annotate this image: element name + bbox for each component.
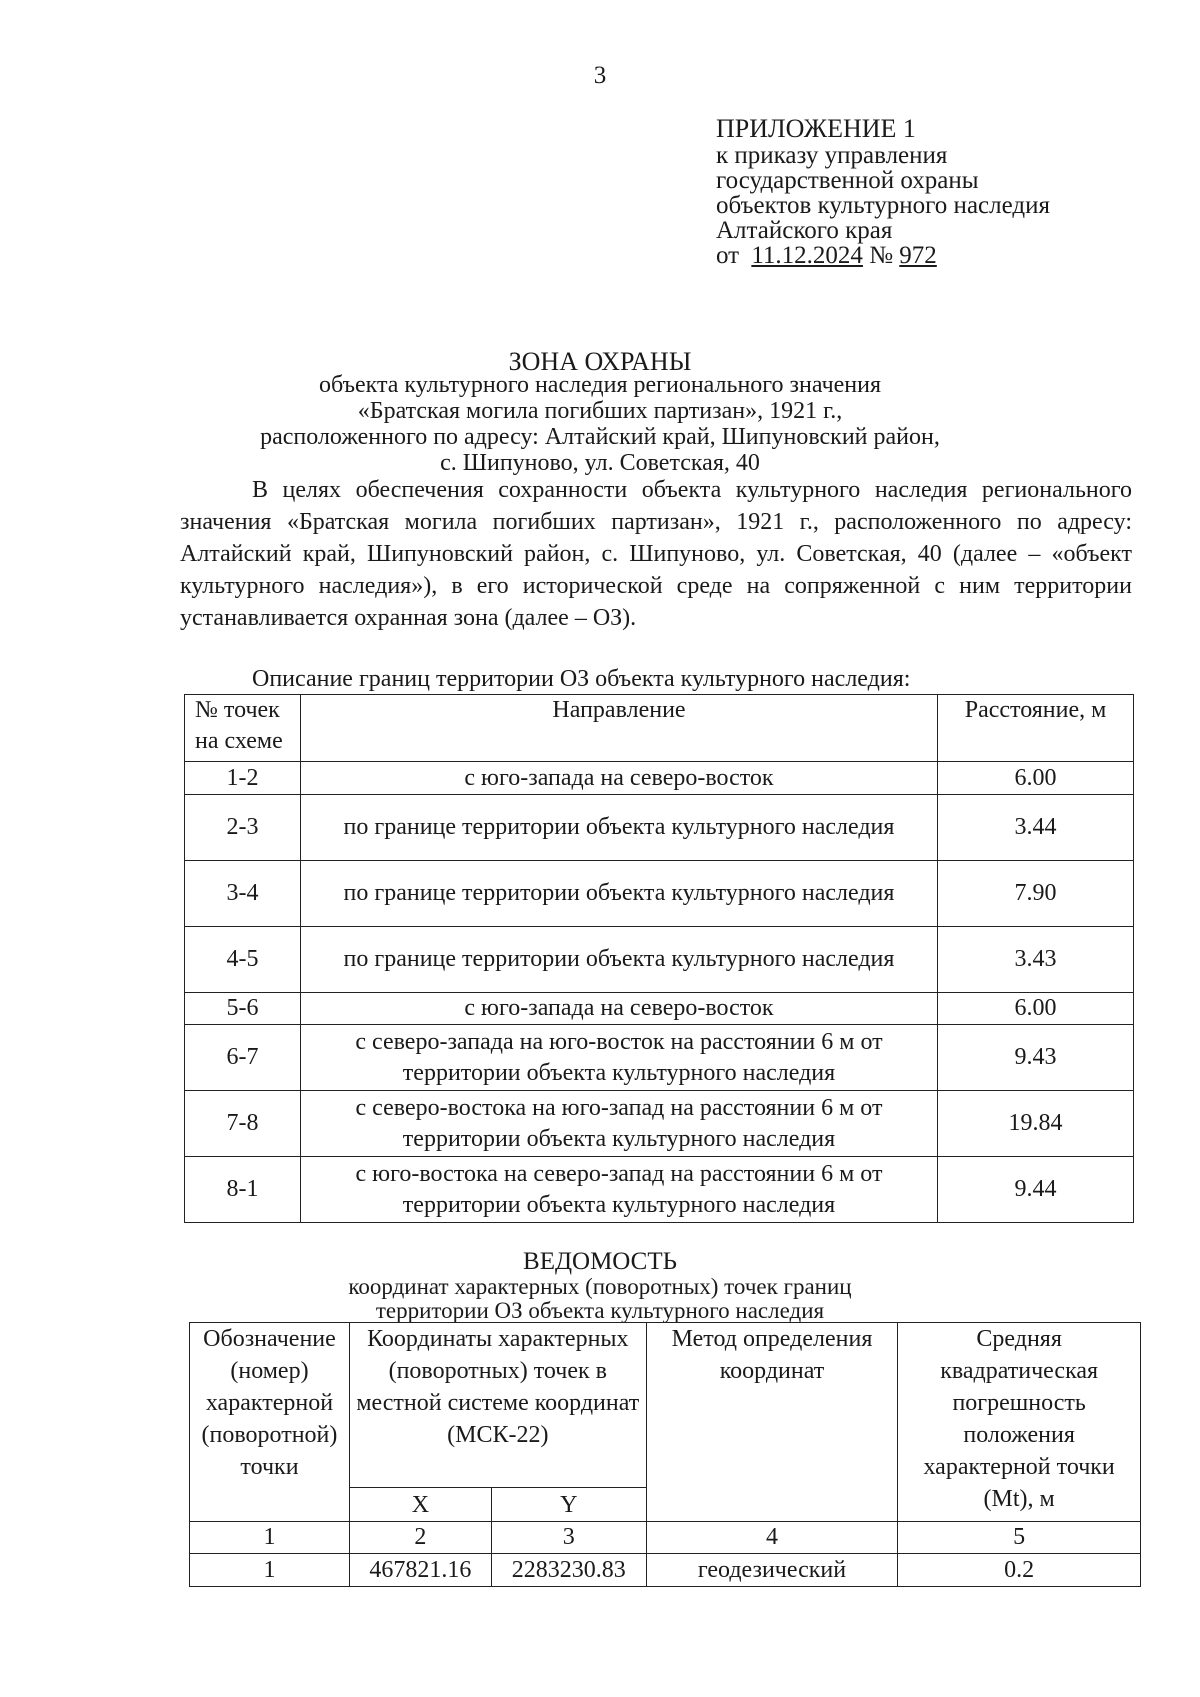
cell-direction: по границе территории объекта культурного наследия [300, 927, 937, 993]
cell-distance: 3.44 [938, 795, 1134, 861]
table-row [185, 1091, 1134, 1157]
cell-distance: 3.43 [938, 927, 1134, 993]
table-row [185, 861, 1134, 927]
statement-subtitle-line: территории ОЗ объекта культурного наследия [375, 1298, 825, 1323]
cell-direction: с юго-запада на северо-восток [300, 993, 937, 1025]
header-error: Средняя квадратическая погрешность положения характерной точки (Mt), м [898, 1323, 1141, 1522]
appendix-line: Алтайского края [716, 217, 893, 244]
appendix-date-line [716, 243, 1050, 268]
cell-distance: 6.00 [938, 762, 1134, 795]
table-row [185, 993, 1134, 1025]
header-designation: Обозначение (номер) характерной (поворотной) точки [190, 1323, 350, 1522]
column-number: 5 [898, 1522, 1141, 1554]
appendix-heading: ПРИЛОЖЕНИЕ 1 [716, 114, 916, 143]
appendix-line: к приказу управления [716, 142, 948, 169]
cell-distance: 9.44 [938, 1157, 1134, 1223]
table-row [185, 1025, 1134, 1091]
number-prefix: № [869, 242, 894, 269]
date-prefix: от [716, 242, 740, 269]
cell-points: 2-3 [185, 795, 301, 861]
order-date: 11.12.2024 [751, 242, 863, 269]
cell-points: 5-6 [185, 993, 301, 1025]
cell-direction: с юго-востока на северо-запад на расстоянии 6 м от территории объекта культурного наследия [300, 1157, 937, 1223]
table-row [185, 762, 1134, 795]
header-points: № точек на схеме [185, 695, 301, 762]
cell-point: 1 [190, 1554, 350, 1587]
column-number: 4 [646, 1522, 898, 1554]
statement-subtitle-line: координат характерных (поворотных) точек границ [348, 1274, 852, 1299]
column-number: 2 [349, 1522, 491, 1554]
cell-distance: 9.43 [938, 1025, 1134, 1091]
zone-subtitle-line: расположенного по адресу: Алтайский край, Шипуновский район, [260, 424, 940, 450]
zone-subtitle [0, 372, 1200, 476]
header-method: Метод определения координат [646, 1323, 898, 1522]
cell-distance: 19.84 [938, 1091, 1134, 1157]
boundary-table-caption: Описание границ территории ОЗ объекта культурного наследия: [252, 666, 911, 692]
appendix-block [716, 116, 1050, 268]
table-header-row [185, 695, 1134, 762]
zone-subtitle-line: с. Шипуново, ул. Советская, 40 [440, 450, 760, 476]
cell-distance: 7.90 [938, 861, 1134, 927]
header-y: Y [491, 1488, 646, 1522]
cell-direction: по границе территории объекта культурного наследия [300, 861, 937, 927]
zone-subtitle-line: объекта культурного наследия регионального значения [318, 372, 882, 398]
header-distance: Расстояние, м [938, 695, 1134, 762]
table-row [185, 795, 1134, 861]
zone-subtitle-line: «Братская могила погибших партизан», 1921 г., [357, 398, 843, 424]
column-number-row [190, 1522, 1141, 1554]
appendix-line: государственной охраны [716, 167, 979, 194]
cell-points: 8-1 [185, 1157, 301, 1223]
header-x: X [349, 1488, 491, 1522]
header-direction: Направление [300, 695, 937, 762]
table-row [185, 1157, 1134, 1223]
cell-points: 1-2 [185, 762, 301, 795]
zone-title: ЗОНА ОХРАНЫ [508, 347, 692, 376]
cell-points: 4-5 [185, 927, 301, 993]
table-row [185, 927, 1134, 993]
cell-method: геодезический [646, 1554, 898, 1587]
cell-x: 467821.16 [349, 1554, 491, 1587]
cell-distance: 6.00 [938, 993, 1134, 1025]
statement-subtitle [0, 1275, 1200, 1323]
cell-error: 0.2 [898, 1554, 1141, 1587]
page-number: 3 [593, 62, 607, 89]
coordinates-table [189, 1322, 1141, 1587]
cell-direction: с северо-востока на юго-запад на расстоянии 6 м от территории объекта культурного наследия [300, 1091, 937, 1157]
cell-y: 2283230.83 [491, 1554, 646, 1587]
column-number: 3 [491, 1522, 646, 1554]
cell-points: 3-4 [185, 861, 301, 927]
cell-direction: по границе территории объекта культурного наследия [300, 795, 937, 861]
cell-points: 6-7 [185, 1025, 301, 1091]
appendix-line: объектов культурного наследия [716, 192, 1050, 219]
header-coordinates: Координаты характерных (поворотных) точек в местной системе координат (МСК-22) [349, 1323, 646, 1488]
table-row [190, 1554, 1141, 1587]
cell-direction: с северо-запада на юго-восток на расстоянии 6 м от территории объекта культурного наследия [300, 1025, 937, 1091]
cell-direction: с юго-запада на северо-восток [300, 762, 937, 795]
table-header-row [190, 1323, 1141, 1488]
intro-paragraph: В целях обеспечения сохранности объекта культурного наследия регионального значения «Братская могила погибших партизан», 1921 г., расположенного по адресу: Алтайский край, Шипуновский район, с. Шипуново, ул. Советская, 40 (далее – «объект культурного наследия»), в его исторической среде на сопряженной с ним территории устанавливается охранная зона (далее – ОЗ). [180, 477, 1132, 631]
cell-points: 7-8 [185, 1091, 301, 1157]
order-number: 972 [899, 242, 937, 269]
column-number: 1 [190, 1522, 350, 1554]
boundary-table [184, 694, 1134, 1223]
statement-title: ВЕДОМОСТЬ [523, 1248, 677, 1275]
